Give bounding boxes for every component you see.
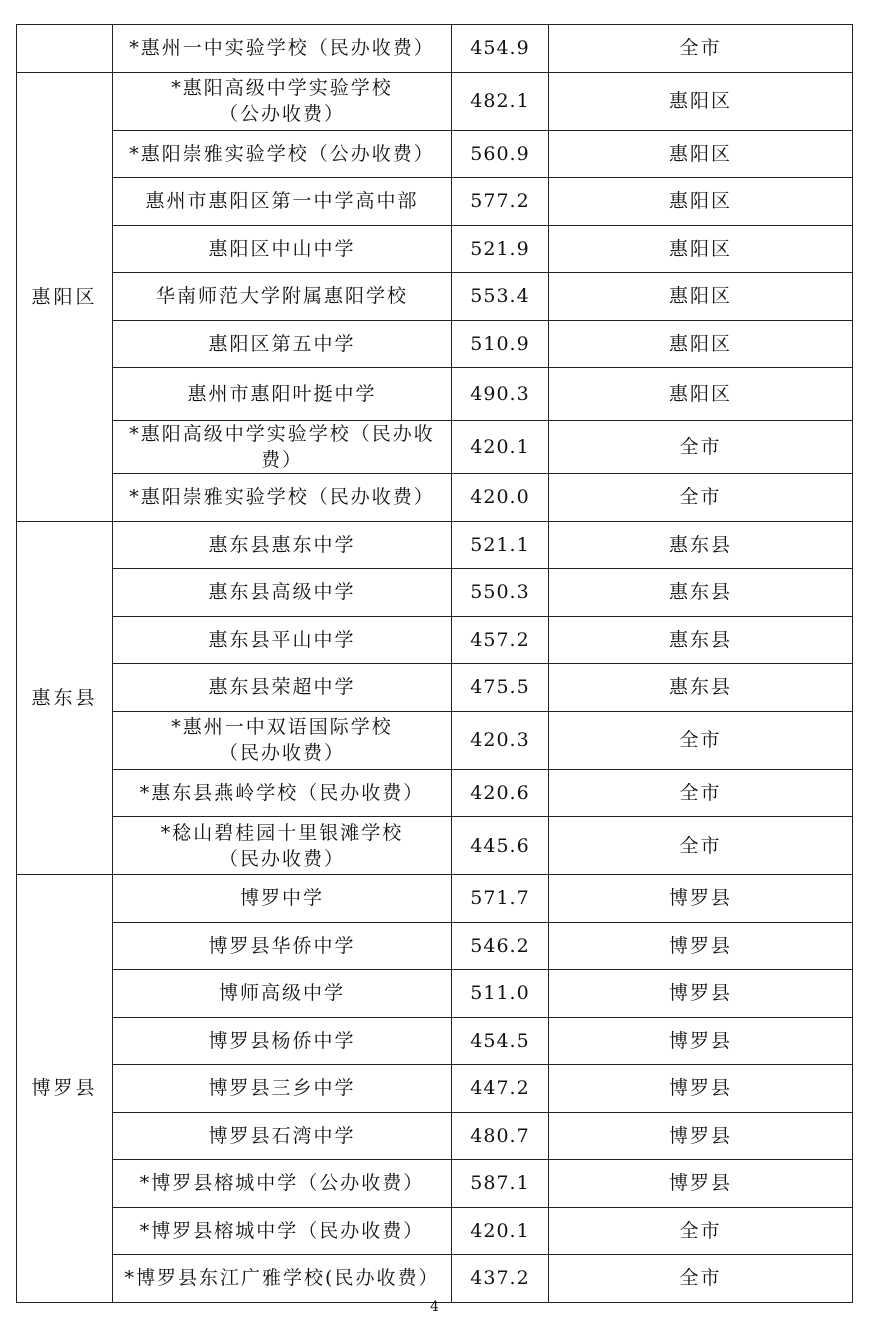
school-name: 华南师范大学附属惠阳学校 <box>155 285 408 308</box>
school-name-cell <box>113 320 452 368</box>
school-name-cell <box>113 875 452 923</box>
district-cell <box>17 25 113 73</box>
school-name: *博罗县榕城中学（公办收费） <box>139 1172 425 1195</box>
table-row <box>17 521 853 569</box>
school-name-cell <box>113 769 452 817</box>
score-cell: 475.5 <box>452 664 549 712</box>
enrollment-region-cell: 全市 <box>549 474 853 522</box>
table-row <box>17 178 853 226</box>
score-cell: 454.5 <box>452 1017 549 1065</box>
enrollment-region-cell: 博罗县 <box>549 1065 853 1113</box>
score-cell: 420.6 <box>452 769 549 817</box>
school-name-cell <box>113 817 452 875</box>
score-cell: 521.1 <box>452 521 549 569</box>
score-cell: 553.4 <box>452 273 549 321</box>
table-row <box>17 817 853 875</box>
score-cell: 510.9 <box>452 320 549 368</box>
school-name-cell <box>113 25 452 73</box>
table-row <box>17 664 853 712</box>
enrollment-region-cell: 全市 <box>549 421 853 474</box>
table-row <box>17 225 853 273</box>
school-name: *博罗县东江广雅学校(民办收费） <box>124 1267 440 1290</box>
school-name-cell <box>113 368 452 421</box>
enrollment-region-cell: 惠东县 <box>549 569 853 617</box>
enrollment-region-cell: 全市 <box>549 1255 853 1303</box>
admission-score-table <box>16 24 853 1303</box>
table-row <box>17 970 853 1018</box>
score-cell: 420.3 <box>452 711 549 769</box>
school-name: 惠州市惠阳区第一中学高中部 <box>145 190 419 213</box>
school-name: 惠东县平山中学 <box>208 628 356 651</box>
enrollment-region-cell: 惠阳区 <box>549 72 853 130</box>
table-body <box>17 25 853 1303</box>
school-name: *惠阳高级中学实验学校（民办收费） <box>129 423 435 471</box>
school-name-cell <box>113 1160 452 1208</box>
enrollment-region-cell: 惠阳区 <box>549 320 853 368</box>
table-row <box>17 368 853 421</box>
school-name-cell <box>113 225 452 273</box>
school-name: 博罗县华侨中学 <box>208 934 356 957</box>
school-name-cell <box>113 474 452 522</box>
table-row <box>17 1065 853 1113</box>
page-number: 4 <box>430 1299 439 1315</box>
school-name: *惠东县燕岭学校（民办收费） <box>139 781 425 804</box>
enrollment-region-cell: 博罗县 <box>549 922 853 970</box>
school-name: *惠阳崇雅实验学校（民办收费） <box>129 486 435 509</box>
score-cell: 550.3 <box>452 569 549 617</box>
score-cell: 445.6 <box>452 817 549 875</box>
district-cell: 惠东县 <box>17 521 113 875</box>
score-cell: 490.3 <box>452 368 549 421</box>
enrollment-region-cell: 惠阳区 <box>549 130 853 178</box>
school-name-cell <box>113 569 452 617</box>
score-cell: 587.1 <box>452 1160 549 1208</box>
score-cell: 447.2 <box>452 1065 549 1113</box>
district-cell: 博罗县 <box>17 875 113 1303</box>
enrollment-region-cell: 全市 <box>549 769 853 817</box>
table-row <box>17 569 853 617</box>
score-cell: 420.0 <box>452 474 549 522</box>
enrollment-region-cell: 全市 <box>549 1207 853 1255</box>
table-row <box>17 1255 853 1303</box>
school-name: *博罗县榕城中学（民办收费） <box>139 1219 425 1242</box>
school-name: *惠阳崇雅实验学校（公办收费） <box>129 142 435 165</box>
school-name: 惠阳区中山中学 <box>208 237 356 260</box>
school-name-cell <box>113 1255 452 1303</box>
school-name: 博罗县三乡中学 <box>208 1077 356 1100</box>
enrollment-region-cell: 惠阳区 <box>549 225 853 273</box>
enrollment-region-cell: 全市 <box>549 711 853 769</box>
enrollment-region-cell: 博罗县 <box>549 875 853 923</box>
district-cell: 惠阳区 <box>17 72 113 521</box>
enrollment-region-cell: 全市 <box>549 817 853 875</box>
score-cell: 511.0 <box>452 970 549 1018</box>
school-name: *惠州一中双语国际学校 （民办收费） <box>171 716 393 764</box>
school-name: *稔山碧桂园十里银滩学校 （民办收费） <box>160 821 404 870</box>
enrollment-region-cell: 博罗县 <box>549 1160 853 1208</box>
school-name: 惠州市惠阳叶挺中学 <box>187 383 377 405</box>
school-name-cell <box>113 970 452 1018</box>
school-name-cell <box>113 273 452 321</box>
table-row <box>17 1160 853 1208</box>
school-name: 惠东县荣超中学 <box>208 676 356 699</box>
table-row <box>17 616 853 664</box>
school-name-cell <box>113 1017 452 1065</box>
table-row <box>17 1017 853 1065</box>
school-name-cell <box>113 1112 452 1160</box>
school-name: *惠州一中实验学校（民办收费） <box>129 37 435 60</box>
school-name-cell <box>113 664 452 712</box>
school-name-cell <box>113 130 452 178</box>
school-name-cell <box>113 1207 452 1255</box>
school-name: 博罗县杨侨中学 <box>208 1029 356 1052</box>
table-row <box>17 25 853 73</box>
table-row <box>17 421 853 474</box>
school-name-cell <box>113 178 452 226</box>
school-name: 博师高级中学 <box>218 982 345 1005</box>
enrollment-region-cell: 全市 <box>549 25 853 73</box>
enrollment-region-cell: 惠东县 <box>549 616 853 664</box>
score-cell: 521.9 <box>452 225 549 273</box>
school-name-cell <box>113 521 452 569</box>
school-name: 博罗中学 <box>239 887 324 910</box>
table-row <box>17 1112 853 1160</box>
score-cell: 571.7 <box>452 875 549 923</box>
school-name-cell <box>113 421 452 474</box>
school-name: *惠阳高级中学实验学校 （公办收费） <box>171 77 393 125</box>
school-name: 博罗县石湾中学 <box>208 1124 356 1147</box>
score-cell: 560.9 <box>452 130 549 178</box>
school-name: 惠东县高级中学 <box>208 581 356 604</box>
school-name: 惠阳区第五中学 <box>208 332 356 355</box>
enrollment-region-cell: 惠阳区 <box>549 368 853 421</box>
table-row <box>17 922 853 970</box>
score-cell: 457.2 <box>452 616 549 664</box>
enrollment-region-cell: 惠东县 <box>549 664 853 712</box>
table-row <box>17 72 853 130</box>
score-cell: 577.2 <box>452 178 549 226</box>
table-row <box>17 130 853 178</box>
enrollment-region-cell: 惠东县 <box>549 521 853 569</box>
school-name-cell <box>113 922 452 970</box>
enrollment-region-cell: 博罗县 <box>549 970 853 1018</box>
table-row <box>17 474 853 522</box>
enrollment-region-cell: 博罗县 <box>549 1017 853 1065</box>
table-row <box>17 769 853 817</box>
school-name: 惠东县惠东中学 <box>208 533 356 556</box>
score-cell: 454.9 <box>452 25 549 73</box>
school-name-cell <box>113 1065 452 1113</box>
score-cell: 480.7 <box>452 1112 549 1160</box>
enrollment-region-cell: 博罗县 <box>549 1112 853 1160</box>
score-cell: 482.1 <box>452 72 549 130</box>
enrollment-region-cell: 惠阳区 <box>549 273 853 321</box>
table-row <box>17 320 853 368</box>
table-row <box>17 711 853 769</box>
school-name-cell <box>113 616 452 664</box>
enrollment-region-cell: 惠阳区 <box>549 178 853 226</box>
school-name-cell <box>113 711 452 769</box>
table-row <box>17 273 853 321</box>
score-cell: 420.1 <box>452 1207 549 1255</box>
school-name-cell <box>113 72 452 130</box>
table-row <box>17 1207 853 1255</box>
score-cell: 420.1 <box>452 421 549 474</box>
score-cell: 546.2 <box>452 922 549 970</box>
table-row <box>17 875 853 923</box>
score-cell: 437.2 <box>452 1255 549 1303</box>
